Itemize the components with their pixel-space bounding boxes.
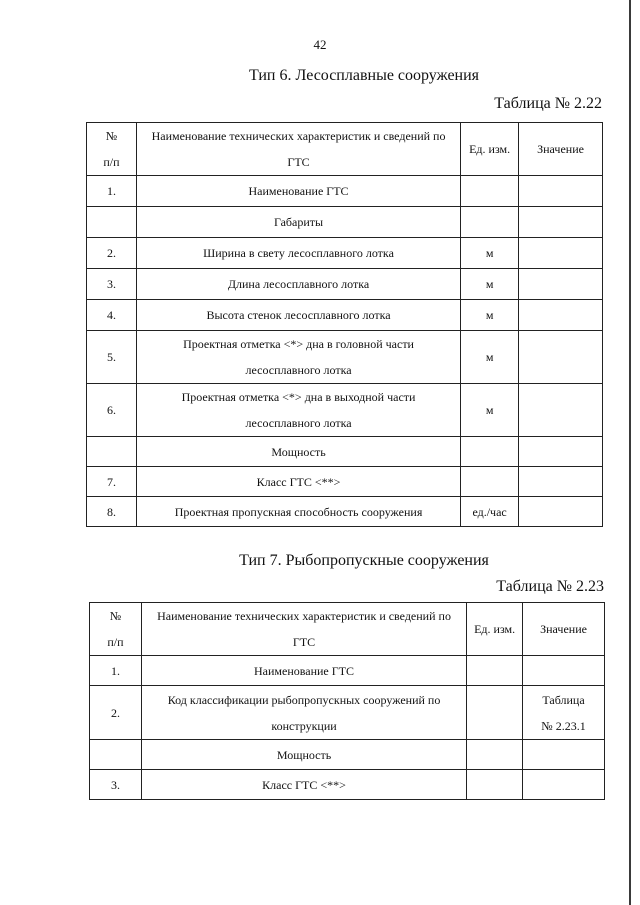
cell-name: Мощность	[136, 437, 460, 467]
cell-value	[519, 269, 603, 300]
cell-unit: м	[461, 269, 519, 300]
header-value: Значение	[519, 123, 603, 176]
table-row	[87, 497, 603, 527]
cell-name: Проектная отметка <*> дна в головной части лесосплавного лотка	[136, 331, 460, 384]
cell-value	[519, 384, 603, 437]
table-row	[87, 269, 603, 300]
table-row	[90, 740, 605, 770]
section1-title: Тип 6. Лесосплавные сооружения	[248, 67, 480, 84]
cell-value	[519, 238, 603, 269]
table2-caption: Таблица № 2.23	[496, 578, 604, 595]
cell-name: Класс ГТС <**>	[141, 770, 466, 800]
cell-num: 1.	[87, 176, 137, 207]
page-number: 42	[313, 37, 327, 52]
table-row	[87, 300, 603, 331]
page-edge	[629, 0, 631, 905]
cell-num: 4.	[87, 300, 137, 331]
table-2-23	[89, 602, 605, 800]
cell-unit: ед./час	[461, 497, 519, 527]
cell-unit	[467, 686, 523, 740]
cell-name: Проектная пропускная способность сооружения	[136, 497, 460, 527]
cell-name: Мощность	[141, 740, 466, 770]
cell-num	[87, 437, 137, 467]
cell-num: 3.	[90, 770, 142, 800]
cell-unit	[461, 176, 519, 207]
cell-unit	[467, 656, 523, 686]
cell-num: 6.	[87, 384, 137, 437]
cell-value	[523, 740, 605, 770]
cell-name: Высота стенок лесосплавного лотка	[136, 300, 460, 331]
cell-num: 2.	[90, 686, 142, 740]
header-num: № п/п	[87, 123, 137, 176]
table-row	[87, 207, 603, 238]
table-row	[90, 770, 605, 800]
cell-num	[90, 740, 142, 770]
table-row	[87, 437, 603, 467]
header-unit: Ед. изм.	[467, 603, 523, 656]
cell-value	[523, 656, 605, 686]
header-unit: Ед. изм.	[461, 123, 519, 176]
cell-num: 8.	[87, 497, 137, 527]
table-2-22	[86, 122, 603, 527]
table1-caption: Таблица № 2.22	[494, 95, 602, 112]
cell-value: Таблица № 2.23.1	[523, 686, 605, 740]
cell-unit: м	[461, 300, 519, 331]
cell-num: 1.	[90, 656, 142, 686]
section2-title: Тип 7. Рыбопропускные сооружения	[239, 552, 489, 569]
cell-name: Габариты	[136, 207, 460, 238]
table-row	[87, 176, 603, 207]
cell-name: Наименование ГТС	[136, 176, 460, 207]
cell-num: 2.	[87, 238, 137, 269]
table-header-row	[87, 123, 603, 176]
cell-value	[519, 497, 603, 527]
cell-num: 3.	[87, 269, 137, 300]
table-header-row	[90, 603, 605, 656]
table-row	[87, 467, 603, 497]
cell-name: Класс ГТС <**>	[136, 467, 460, 497]
header-name: Наименование технических характеристик и сведений по ГТС	[141, 603, 466, 656]
cell-unit	[467, 770, 523, 800]
cell-name: Проектная отметка <*> дна в выходной части лесосплавного лотка	[136, 384, 460, 437]
cell-value	[519, 176, 603, 207]
cell-value	[519, 467, 603, 497]
table-row	[87, 238, 603, 269]
table-row	[90, 656, 605, 686]
cell-value	[519, 300, 603, 331]
cell-unit	[461, 437, 519, 467]
cell-value	[519, 437, 603, 467]
cell-num: 7.	[87, 467, 137, 497]
cell-value	[523, 770, 605, 800]
cell-name: Наименование ГТС	[141, 656, 466, 686]
cell-unit	[461, 467, 519, 497]
cell-value	[519, 207, 603, 238]
cell-num: 5.	[87, 331, 137, 384]
cell-name: Код классификации рыбопропускных сооружений по конструкции	[141, 686, 466, 740]
header-name: Наименование технических характеристик и сведений по ГТС	[136, 123, 460, 176]
header-value: Значение	[523, 603, 605, 656]
cell-name: Длина лесосплавного лотка	[136, 269, 460, 300]
header-num: № п/п	[90, 603, 142, 656]
cell-unit	[467, 740, 523, 770]
cell-name: Ширина в свету лесосплавного лотка	[136, 238, 460, 269]
cell-num	[87, 207, 137, 238]
cell-unit: м	[461, 331, 519, 384]
table-row	[87, 384, 603, 437]
cell-value	[519, 331, 603, 384]
cell-unit: м	[461, 384, 519, 437]
cell-unit: м	[461, 238, 519, 269]
cell-unit	[461, 207, 519, 238]
table-row	[90, 686, 605, 740]
table-row	[87, 331, 603, 384]
